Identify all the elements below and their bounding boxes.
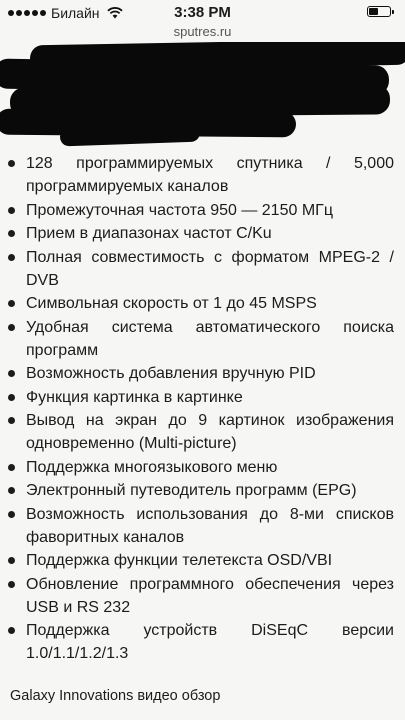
list-item: Электронный путеводитель программ (EPG) bbox=[0, 479, 405, 502]
list-item: Полная совместимость с форматом MPEG-2 / DVB bbox=[0, 246, 405, 292]
redaction-scribble bbox=[60, 124, 201, 147]
list-item: Поддержка устройств DiSEqC версии 1.0/1.1/1.2/1.3 bbox=[0, 619, 405, 665]
list-item: 128 программируемых спутника / 5,000 программируемых каналов bbox=[0, 152, 405, 198]
carrier-name: Билайн bbox=[51, 5, 100, 21]
features-list bbox=[0, 152, 405, 666]
battery-icon bbox=[367, 6, 391, 17]
redacted-text-area bbox=[0, 42, 405, 150]
list-item: Поддержка многоязыкового меню bbox=[0, 456, 405, 479]
list-item: Обновление программного обеспечения через USB и RS 232 bbox=[0, 573, 405, 619]
list-item: Возможность добавления вручную PID bbox=[0, 362, 405, 385]
list-item: Возможность использования до 8-ми списков фаворитных каналов bbox=[0, 503, 405, 549]
list-item: Символьная скорость от 1 до 45 MSPS bbox=[0, 292, 405, 315]
list-item: Промежуточная частота 950 — 2150 МГц bbox=[0, 199, 405, 222]
list-item: Вывод на экран до 9 картинок изображения одновременно (Multi-picture) bbox=[0, 409, 405, 455]
status-time: 3:38 PM bbox=[174, 4, 231, 21]
list-item: Удобная система автоматического поиска программ bbox=[0, 316, 405, 362]
list-item: Функция картинка в картинке bbox=[0, 386, 405, 409]
url-bar[interactable]: sputres.ru bbox=[173, 24, 232, 39]
video-review-heading: Galaxy Innovations видео обзор bbox=[10, 688, 221, 704]
list-item: Прием в диапазонах частот C/Ku bbox=[0, 222, 405, 245]
list-item: Поддержка функции телетекста OSD/VBI bbox=[0, 549, 405, 572]
status-bar bbox=[0, 0, 405, 22]
